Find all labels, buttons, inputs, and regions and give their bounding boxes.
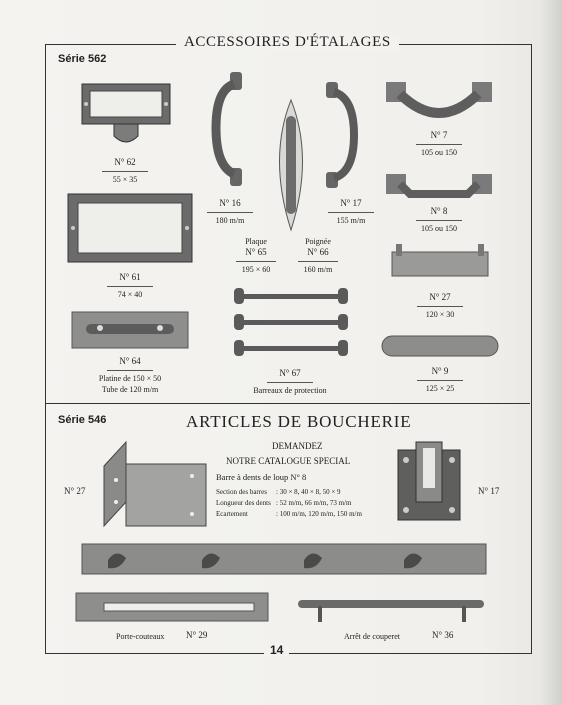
item-16-caption [205, 198, 255, 226]
bracket-27-image [102, 440, 208, 528]
plaque-65-image [266, 98, 316, 232]
label-holder-62-image [80, 82, 172, 148]
item-62-number: N° 62 [114, 157, 136, 167]
ecartement-value: : 100 m/m, 120 m/m, 150 m/m [276, 510, 362, 518]
label-frame-61-image [66, 192, 194, 264]
item-64-line2: Tube de 120 m/m [101, 385, 159, 394]
section-label: Section des barres [216, 488, 267, 496]
barre-text: Barre à dents de loup N° 8 [216, 472, 307, 482]
porte-couteaux-label: Porte-couteaux [116, 632, 165, 641]
holder-17-number: N° 17 [478, 486, 500, 496]
item-67-caption [240, 368, 340, 396]
serie-label-562: Série 562 [58, 53, 107, 65]
demandez-text: DEMANDEZ [272, 441, 323, 451]
cleaver-stop-36-image [296, 598, 486, 624]
item-8-caption [410, 206, 468, 234]
item-64-caption [82, 356, 178, 395]
item-64-number: N° 64 [119, 356, 141, 366]
catalogue-text: NOTRE CATALOGUE SPECIAL [226, 456, 351, 466]
item-36-number: N° 36 [432, 630, 454, 640]
serie-label-546: Série 546 [58, 414, 107, 426]
item-17-dimension: 155 m/m [336, 216, 366, 225]
item-66-label: Poignée [305, 237, 331, 246]
item-67-description: Barreaux de protection [253, 386, 327, 395]
item-8-dimension: 105 ou 150 [421, 224, 457, 233]
rail-64-image [70, 310, 190, 350]
handle-17-image [322, 80, 358, 190]
item-67-number: N° 67 [279, 368, 301, 378]
longueur-label: Longueur des dents [216, 499, 271, 507]
item-17-number: N° 17 [340, 198, 362, 208]
item-7-caption [410, 130, 468, 158]
item-66-dimension: 160 m/m [303, 265, 333, 274]
page-title: ACCESSOIRES D'ÉTALAGES [176, 34, 399, 51]
item-29-number: N° 29 [186, 630, 208, 640]
section-title-boucherie: ARTICLES DE BOUCHERIE [186, 412, 412, 431]
item-16-number: N° 16 [219, 198, 241, 208]
plate-9-image [380, 334, 500, 358]
item-62-dimension: 55 × 35 [112, 175, 138, 184]
ecartement-label: Ecartement [216, 510, 248, 518]
knife-rack-29-image [74, 591, 270, 623]
item-61-number: N° 61 [119, 272, 141, 282]
item-9-number: N° 9 [431, 366, 449, 376]
bar-27-image [390, 242, 490, 278]
item-61-caption [100, 272, 160, 300]
item-17-caption [326, 198, 376, 226]
arret-label: Arrêt de couperet [344, 632, 400, 641]
item-64-line1: Platine de 150 × 50 [98, 374, 162, 383]
holder-17-image [396, 440, 462, 522]
item-7-dimension: 105 ou 150 [421, 148, 457, 157]
page-number: 14 [264, 643, 289, 657]
handle-16-image [212, 70, 248, 190]
bars-67-image [232, 284, 350, 360]
item-62-caption [90, 157, 160, 185]
item-27a-caption [412, 292, 468, 320]
item-65-label: Plaque [245, 237, 267, 246]
section-divider [45, 403, 530, 404]
item-9-dimension: 125 × 25 [425, 384, 455, 393]
item-66-caption [298, 236, 338, 275]
longueur-value: : 52 m/m, 66 m/m, 73 m/m [276, 499, 352, 507]
item-7-number: N° 7 [430, 130, 448, 140]
section-value: : 30 × 8, 40 × 8, 50 × 9 [276, 488, 341, 496]
hook-bar-8-image [80, 540, 488, 580]
item-61-dimension: 74 × 40 [117, 290, 143, 299]
handle-7-image [384, 80, 494, 126]
item-65-number: N° 65 [245, 247, 267, 257]
item-65-dimension: 195 × 60 [241, 265, 271, 274]
item-27a-dimension: 120 × 30 [425, 310, 455, 319]
item-9-caption [412, 366, 468, 394]
item-65-caption [236, 236, 276, 275]
item-16-dimension: 180 m/m [215, 216, 245, 225]
bracket-27-number: N° 27 [64, 486, 86, 496]
item-66-number: N° 66 [307, 247, 329, 257]
item-8-number: N° 8 [430, 206, 448, 216]
handle-8-image [384, 172, 494, 200]
item-27a-number: N° 27 [429, 292, 451, 302]
